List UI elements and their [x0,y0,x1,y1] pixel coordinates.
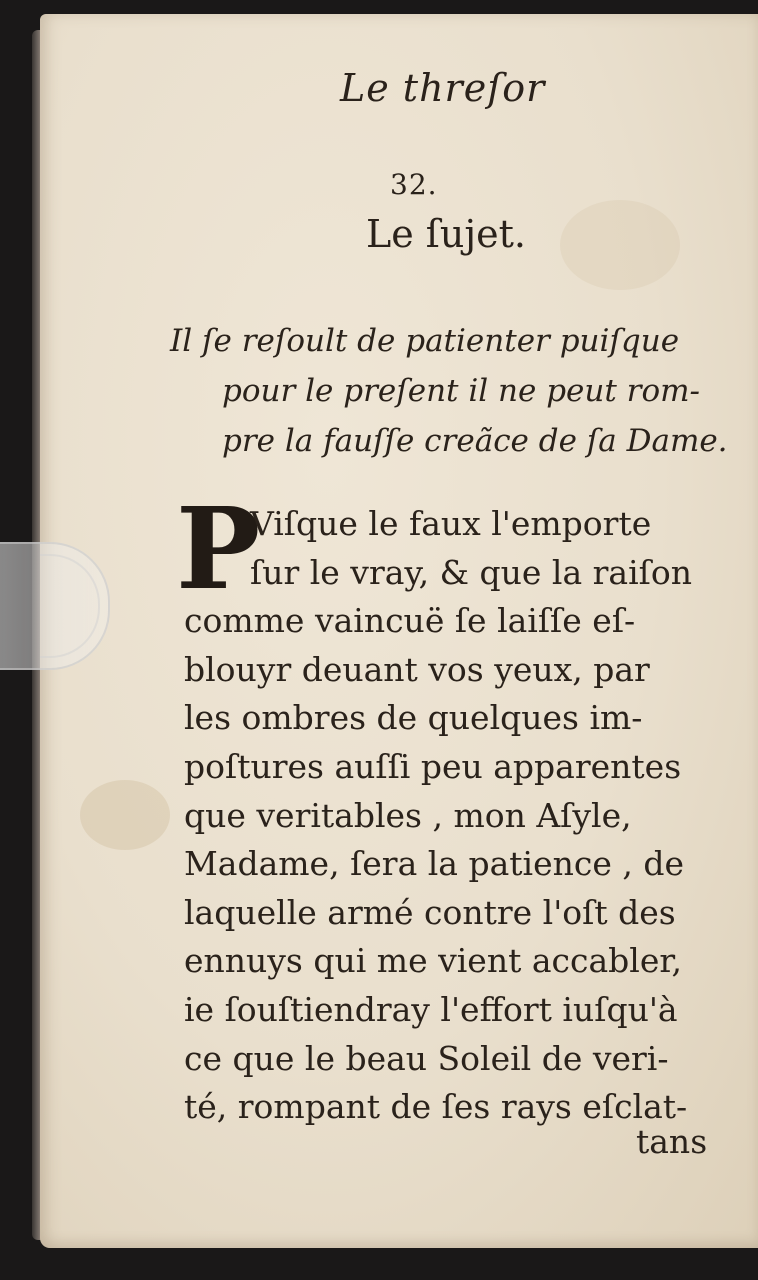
body-line: ennuys qui me vient accabler, [184,941,682,981]
subject-title: Le ſujet. [366,212,526,256]
body-line: blouyr deuant vos yeux, par [184,649,650,689]
catchword: tans [636,1122,708,1161]
body-line: Viſque le faux l'emporte [250,504,652,543]
body-line: comme vaincuë ſe laiſſe eſ- [184,601,636,641]
body-line: poſtures auſſi peu apparentes [184,746,682,786]
paper-stain [560,200,680,290]
body-line: les ombres de quelques im- [184,698,643,738]
body-text [184,500,724,1132]
section-number: 32. [390,168,438,201]
plastic-clip-inner [40,554,100,658]
summary-line: pour le preſent il ne peut rom- [222,373,701,409]
running-head: Le threſor [340,66,546,110]
body-line: ce que le beau Soleil de veri- [184,1038,669,1078]
drop-cap: P [176,484,261,615]
plastic-clip [0,542,110,670]
body-line: Madame, ſera la patience , de [184,844,684,884]
body-line: que veritables , mon Aſyle, [184,795,632,835]
body-line: ſur le vray, & que la raiſon [250,552,692,592]
summary-block [170,316,730,466]
paper-stain [80,780,170,850]
summary-line: Il ſe reſoult de patienter puiſque [170,323,680,359]
body-line: laquelle armé contre l'oſt des [184,892,676,932]
body-line: ie ſouſtiendray l'effort iuſqu'à [184,989,678,1029]
body-line: té, rompant de ſes rays eſclat- [184,1087,688,1127]
summary-line: pre la fauſſe creãce de ſa Dame. [222,423,728,459]
